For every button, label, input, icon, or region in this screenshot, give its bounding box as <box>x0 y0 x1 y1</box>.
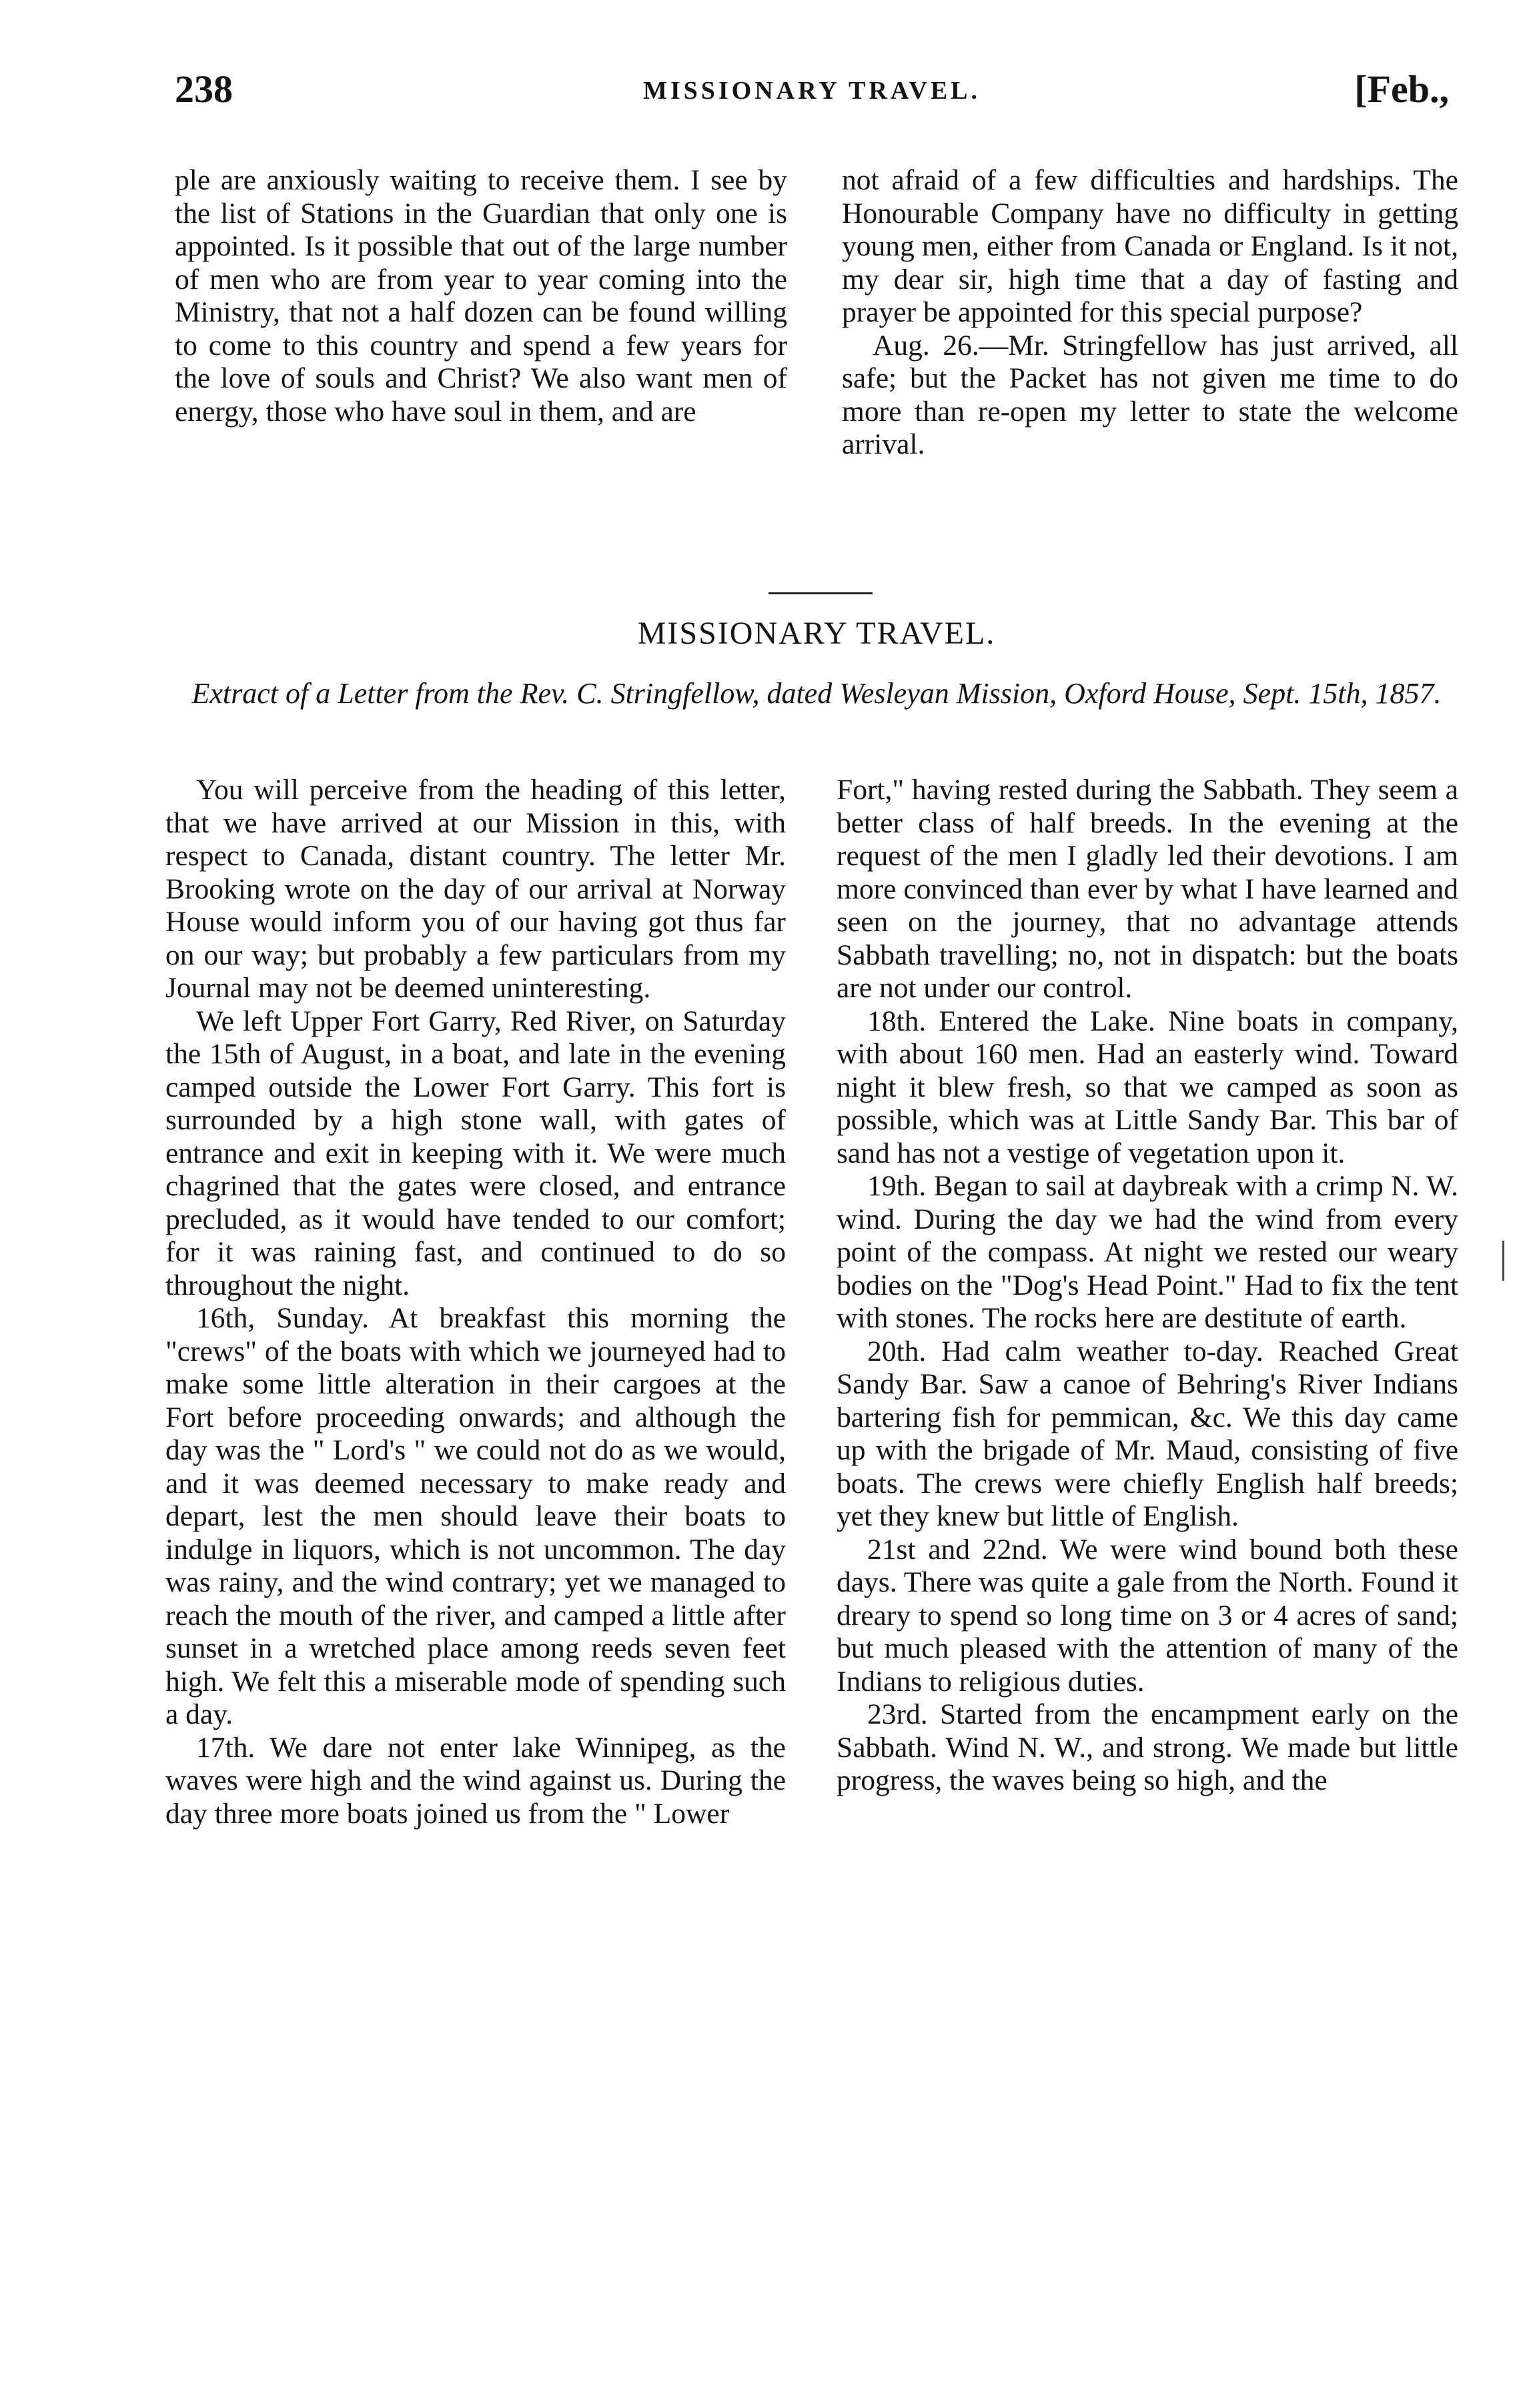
section-divider <box>769 592 873 594</box>
page-number: 238 <box>175 67 233 111</box>
top-left-paragraph: ple are anxiously waiting to receive them. I see by the list of Stations in the Guardian that only one is appointed. Is it possible that out of the large number of men who are from year to year coming into the Ministry, that not a half dozen can be found willing to come to this country and spend a few years for the love of souls and Christ? We also want men of energy, those who have soul in them, and are <box>175 164 787 428</box>
margin-mark <box>1502 1241 1504 1281</box>
running-title: MISSIONARY TRAVEL. <box>642 77 981 105</box>
article-paragraph: We left Upper Fort Garry, Red River, on Saturday the 15th of August, in a boat, and late in the evening camped outside the Lower Fort Garry. This fort is surrounded by a high stone wall, with gates of entrance and exit in keeping with it. We were much chagrined that the gates were closed, and entrance precluded, as it would have tended to our comfort; for it was raining fast, and continued to do so throughout the night. <box>165 1005 786 1301</box>
running-head <box>175 67 1449 127</box>
article-paragraph: Fort," having rested during the Sabbath. They seem a better class of half breeds. In the evening at the request of the men I gladly led their devotions. I am more convinced than ever by what I have learned and seen on the journey, that no advantage attends Sabbath travelling; no, not in dispatch: but the boats are not under our control. <box>837 774 1458 1004</box>
running-date: [Feb., <box>1354 67 1449 111</box>
article-paragraph: 23rd. Started from the encampment early on the Sabbath. Wind N. W., and strong. We made but little progress, the waves being so high, and the <box>837 1698 1458 1796</box>
article-paragraph: You will perceive from the heading of this letter, that we have arrived at our Mission in this, with respect to Canada, distant country. The letter Mr. Brooking wrote on the day of our arrival at Norway House would inform you of our having got thus far on our way; but probably a few particulars from my Journal may not be deemed uninteresting. <box>165 774 786 1004</box>
article-subtitle-text: Extract of a Letter from the Rev. C. Stringfellow, dated Wesleyan Mission, Oxford House, Sept. 15th, 1857. <box>191 677 1442 710</box>
article-title: MISSIONARY TRAVEL. <box>637 616 996 651</box>
article-paragraph: 21st and 22nd. We were wind bound both these days. There was quite a gale from the North. Found it dreary to spend so long time on 3 or 4 acres of sand; but much pleased with the attention of many of the Indians to religious duties. <box>837 1533 1458 1698</box>
article-right-column <box>837 774 1458 1798</box>
article-paragraph: 19th. Began to sail at daybreak with a crimp N. W. wind. During the day we had the wind from every point of the compass. At night we rested our weary bodies on the "Dog's Head Point." Had to fix the tent with stones. The rocks here are destitute of earth. <box>837 1170 1458 1334</box>
top-left-column <box>175 164 787 428</box>
top-right-paragraph-1: not afraid of a few difficulties and hardships. The Honourable Company have no difficulty in getting young men, either from Canada or England. Is it not, my dear sir, high time that a day of fasting and prayer be appointed for this special purpose? <box>842 164 1458 328</box>
top-right-column <box>842 164 1458 462</box>
top-right-paragraph-2: Aug. 26.—Mr. Stringfellow has just arrived, all safe; but the Packet has not given me time to do more than re-open my letter to state the welcome arrival. <box>842 329 1458 460</box>
article-left-column <box>165 774 786 1830</box>
article-paragraph: 17th. We dare not enter lake Winnipeg, as the waves were high and the wind against us. During the day three more boats joined us from the " Lower <box>165 1731 786 1830</box>
article-paragraph: 20th. Had calm weather to-day. Reached Great Sandy Bar. Saw a canoe of Behring's River Indians bartering fish for pemmican, &c. We this day came up with the brigade of Mr. Maud, consisting of five boats. The crews were chiefly English half breeds; yet they knew but little of English. <box>837 1335 1458 1532</box>
article-paragraph: 18th. Entered the Lake. Nine boats in company, with about 160 men. Had an easterly wind. Toward night it blew fresh, so that we camped as soon as possible, which was at Little Sandy Bar. This bar of sand has not a vestige of vegetation upon it. <box>837 1005 1458 1169</box>
article-subtitle <box>175 676 1458 711</box>
article-paragraph: 16th, Sunday. At breakfast this morning the "crews" of the boats with which we journeyed had to make some little alteration in their cargoes at the Fort before proceeding onwards; and although the day was the " Lord's " we could not do as we would, and it was deemed necessary to make ready and depart, lest the men should leave their boats to indulge in liquors, which is not uncommon. The day was rainy, and the wind contrary; yet we managed to reach the mouth of the river, and camped a little after sunset in a wretched place among reeds seven feet high. We felt this a miserable mode of spending such a day. <box>165 1302 786 1730</box>
